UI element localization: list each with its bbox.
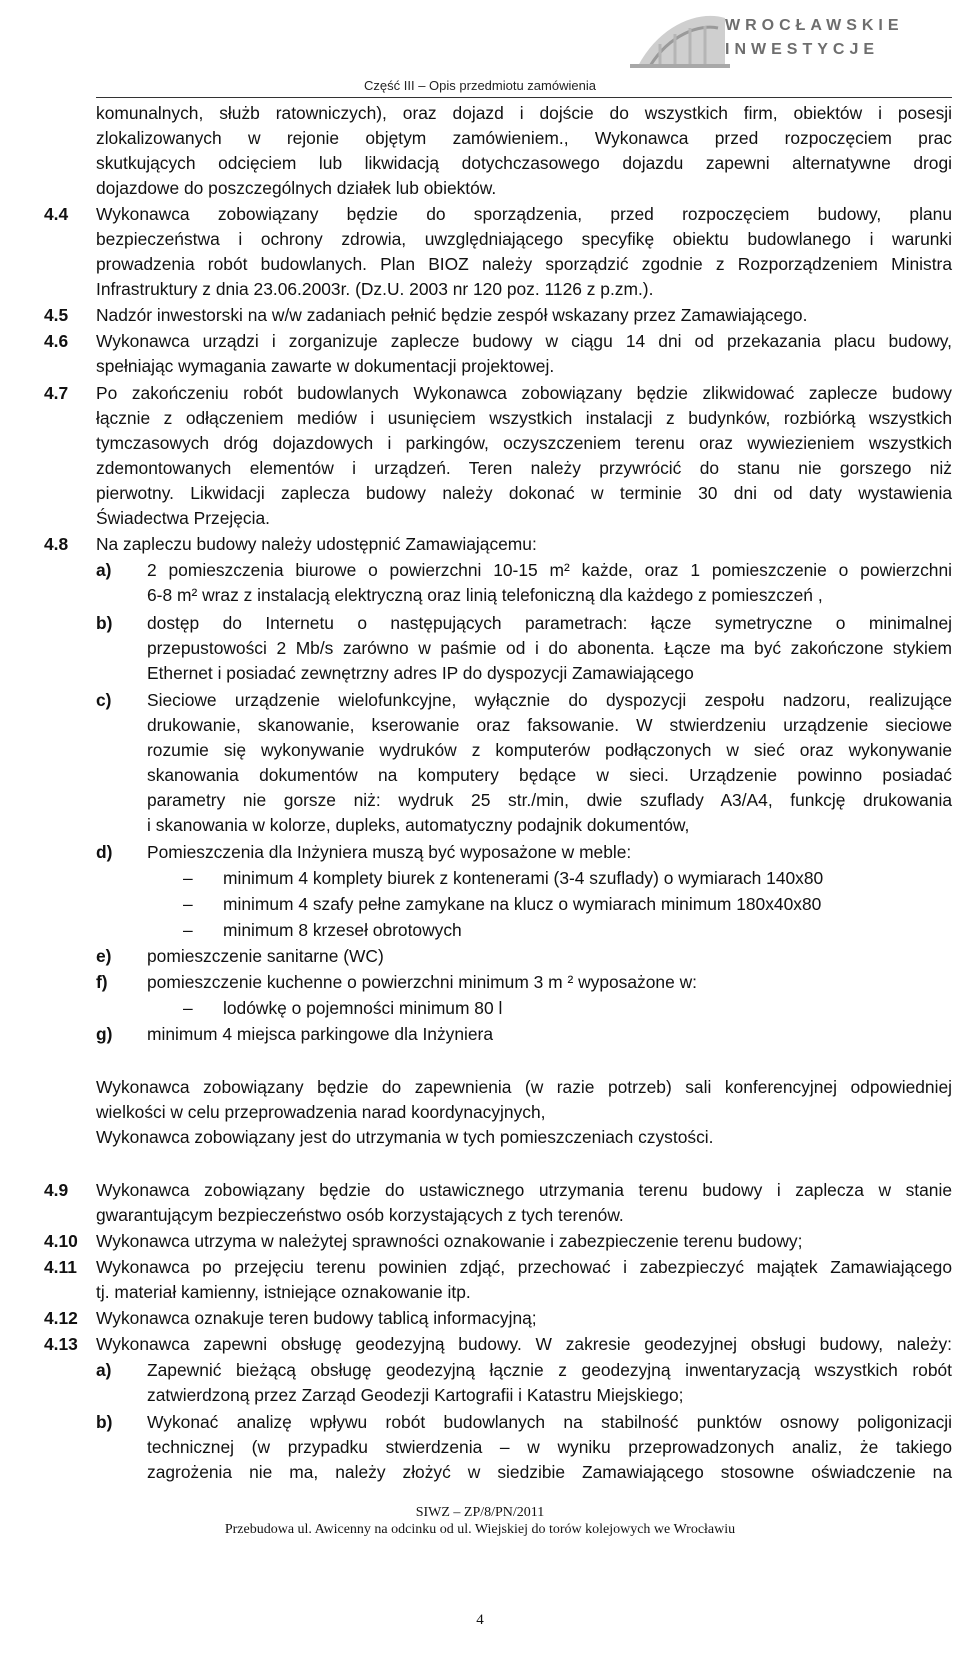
dash-item: minimum 8 krzeseł obrotowych	[223, 920, 462, 940]
list-letter: a)	[96, 560, 112, 580]
list-line: minimum 4 miejsca parkingowe dla Inżyniera	[147, 1024, 494, 1044]
section-line: Wykonawca zapewni obsługę geodezyjną budowy. W zakresie geodezyjnej obsługi budowy, należy:	[96, 1334, 952, 1354]
section-number: 4.4	[44, 204, 69, 224]
section-number: 4.6	[44, 331, 69, 351]
section-line: Wykonawca zobowiązany będzie do ustawicznego utrzymania terenu budowy i zaplecza w stanie	[96, 1180, 952, 1200]
logo-line-1: WROCŁAWSKIE	[725, 17, 904, 34]
footer-title: Przebudowa ul. Awicenny na odcinku od ul. Wiejskiej do torów kolejowych we Wrocławiu	[224, 1522, 736, 1537]
section-line: Wykonawca po przejęciu terenu powinien zdjąć, przechować i zabezpieczyć majątek Zamawiającego	[96, 1257, 952, 1277]
section-line: Wykonawca utrzyma w należytej sprawności oznakowanie i zabezpieczenie terenu budowy;	[96, 1231, 803, 1251]
section-line: Wykonawca oznakuje teren budowy tablicą informacyjną;	[96, 1308, 537, 1328]
list-line: rozumie się wykonywanie wydruków z komputerów podłączonych w sieć oraz wykonywanie	[147, 740, 952, 760]
list-line: przepustowości 2 Mb/s zarówno w paśmie od i do abonenta. Łącze ma być zakończone stykiem	[147, 638, 952, 658]
intro-line: komunalnych, służb ratowniczych), oraz dojazd i dojście do wszystkich firm, obiektów i posesji	[96, 103, 952, 123]
list-line: Zapewnić bieżącą obsługę geodezyjną łącznie z geodezyjną inwentaryzacją wszystkich robót	[147, 1360, 952, 1380]
section-line: zdemontowanych elementów i urządzeń. Teren należy przywrócić do stanu nie gorszego niż	[96, 458, 952, 478]
section-line: Nadzór inwestorski na w/w zadaniach pełnić będzie zespół wskazany przez Zamawiającego.	[96, 305, 808, 325]
logo-line-2: INWESTYCJE	[725, 41, 880, 58]
list-line: Ethernet i posiadać zewnętrzny adres IP do dyspozycji Zamawiającego	[147, 663, 694, 683]
list-line: skanowania dokumentów na komputery będące w sieci. Urządzenie powinno posiadać	[147, 765, 952, 785]
list-line: Pomieszczenia dla Inżyniera muszą być wyposażone w meble:	[147, 842, 632, 862]
list-line: drukowanie, skanowanie, kserowanie oraz faksowanie. W stwierdzeniu urządzenie sieciowe	[147, 715, 952, 735]
section-title: Na zapleczu budowy należy udostępnić Zamawiającemu:	[96, 534, 537, 554]
section-line: Infrastruktury z dnia 23.06.2003r. (Dz.U. 2003 nr 120 poz. 1126 z p.zm.).	[96, 279, 654, 299]
intro-line: zlokalizowanych w rejonie objętym zamówieniem., Wykonawca przed rozpoczęciem prac	[96, 128, 952, 148]
paragraph-line: wielkości w celu przeprowadzenia narad koordynacyjnych,	[96, 1102, 546, 1122]
dash-bullet: –	[183, 868, 193, 888]
section-number: 4.9	[44, 1180, 69, 1200]
section-line: łącznie z odłączeniem mediów i usunięciem wszystkich instalacji z budynków, rozbiórką wszystkich	[96, 408, 952, 428]
list-letter: g)	[96, 1024, 113, 1044]
logo-wordmark	[725, 14, 904, 62]
section-number: 4.11	[44, 1257, 77, 1277]
list-line: Wykonać analizę wpływu robót budowlanych na stabilność punktów osnowy poligonizacji	[147, 1412, 952, 1432]
section-number: 4.12	[44, 1308, 78, 1328]
list-letter: a)	[96, 1360, 112, 1380]
section-number: 4.13	[44, 1334, 78, 1354]
list-line: pomieszczenie sanitarne (WC)	[147, 946, 384, 966]
dash-bullet: –	[183, 920, 193, 940]
page-number: 4	[476, 1612, 484, 1628]
section-number: 4.5	[44, 305, 69, 325]
footer-code: SIWZ – ZP/8/PN/2011	[415, 1505, 545, 1520]
header-divider	[96, 97, 952, 98]
section-line: gwarantującym bezpieczeństwo osób korzystających z tych terenów.	[96, 1205, 624, 1225]
dash-item: minimum 4 komplety biurek z kontenerami (3-4 szuflady) o wymiarach 140x80	[223, 868, 824, 888]
list-line: 6-8 m² wraz z instalacją elektryczną oraz linią telefoniczną dla każdego z pomieszczeń ,	[147, 585, 823, 605]
list-line: pomieszczenie kuchenne o powierzchni minimum 3 m ² wyposażone w:	[147, 972, 697, 992]
list-line: 2 pomieszczenia biurowe o powierzchni 10-15 m² każde, oraz 1 pomieszczenie o powierzchni	[147, 560, 952, 580]
intro-line: dojazdowe do poszczególnych działek lub obiektów.	[96, 178, 497, 198]
list-line: parametry nie gorsze niż: wydruk 25 str./min, dwie szuflady A3/A4, funkcję drukowania	[147, 790, 952, 810]
section-number: 4.10	[44, 1231, 78, 1251]
dash-bullet: –	[183, 894, 193, 914]
list-line: technicznej (w przypadku stwierdzenia – w wyniku przeprowadzonych analiz, że takiego	[147, 1437, 952, 1457]
paragraph-line: Wykonawca zobowiązany jest do utrzymania w tych pomieszczeniach czystości.	[96, 1127, 714, 1147]
section-line: bezpieczeństwa i ochrony zdrowia, uwzględniającego specyfikę obiektu budowlanego i warunki	[96, 229, 952, 249]
list-line: zatwierdzoną przez Zarząd Geodezji Kartografii i Katastru Miejskiego;	[147, 1385, 684, 1405]
section-line: Wykonawca urządzi i zorganizuje zaplecze budowy w ciągu 14 dni od przekazania placu budowy,	[96, 331, 952, 351]
part-title: Część III – Opis przedmiotu zamówienia	[364, 78, 596, 93]
section-line: tj. materiał kamienny, istniejące oznakowanie itp.	[96, 1282, 471, 1302]
list-letter: f)	[96, 972, 108, 992]
dash-bullet: –	[183, 998, 193, 1018]
section-line: prowadzenia robót budowlanych. Plan BIOZ należy sporządzić zgodnie z Rozporządzeniem Ministra	[96, 254, 952, 274]
intro-line: skutkujących odcięciem lub likwidacją dotychczasowego dojazdu zapewni alternatywne drogi	[96, 153, 952, 173]
dash-item: lodówkę o pojemności minimum 80 l	[223, 998, 503, 1018]
section-number: 4.7	[44, 383, 69, 403]
list-letter: b)	[96, 613, 113, 633]
section-line: Wykonawca zobowiązany będzie do sporządzenia, przed rozpoczęciem budowy, planu	[96, 204, 952, 224]
paragraph-line: Wykonawca zobowiązany będzie do zapewnienia (w razie potrzeb) sali konferencyjnej odpowiedniej	[96, 1077, 952, 1097]
list-line: i skanowania w kolorze, dupleks, automatyczny podajnik dokumentów,	[147, 815, 690, 835]
list-line: Sieciowe urządzenie wielofunkcyjne, wyłącznie do dyspozycji zespołu nadzoru, realizujące	[147, 690, 952, 710]
section-number: 4.8	[44, 534, 69, 554]
list-line: dostęp do Internetu o następujących parametrach: łącze symetryczne o minimalnej	[147, 613, 952, 633]
section-line: Po zakończeniu robót budowlanych Wykonawca zobowiązany będzie zlikwidować zaplecze budowy	[96, 383, 952, 403]
dash-item: minimum 4 szafy pełne zamykane na klucz o wymiarach minimum 180x40x80	[223, 894, 822, 914]
section-line: pierwotny. Likwidacji zaplecza budowy należy dokonać w terminie 30 dni od daty wystawienia	[96, 483, 952, 503]
section-line: Świadectwa Przejęcia.	[96, 508, 270, 528]
section-line: tymczasowych dróg dojazdowych i parkingów, oczyszczeniem terenu oraz wywiezieniem wszystkich	[96, 433, 952, 453]
list-letter: b)	[96, 1412, 113, 1432]
list-letter: c)	[96, 690, 112, 710]
list-line: zagrożenia nie ma, należy złożyć w siedzibie Zamawiającego stosowne oświadczenie na	[147, 1462, 952, 1482]
list-letter: e)	[96, 946, 112, 966]
section-line: spełniając wymagania zawarte w dokumentacji projektowej.	[96, 356, 555, 376]
list-letter: d)	[96, 842, 113, 862]
